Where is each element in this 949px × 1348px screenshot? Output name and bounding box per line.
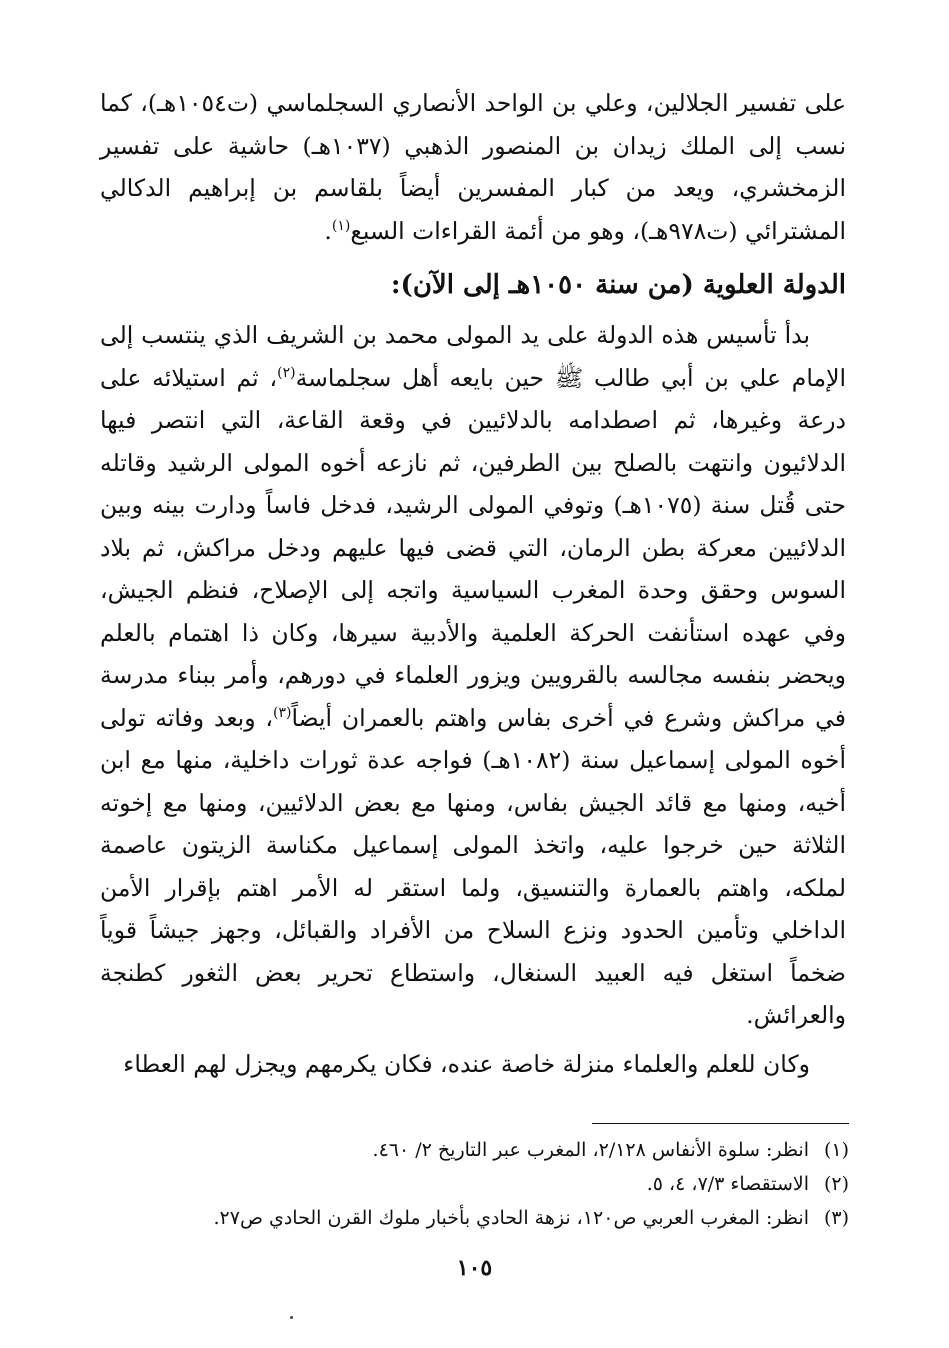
intro-tail: . <box>324 216 332 245</box>
footnote-text: الاستقصاء ٧/٣، ٤، ٥. <box>646 1173 809 1195</box>
paragraph1-part1: بدأ تأسيس هذه الدولة على يد المولى محمد بن الشريف الذي ينتسب إلى الإمام علي بن أبي طالب ﷺ حين بايعه أهل سجلماسة <box>100 321 846 392</box>
footnote-divider <box>592 1123 849 1124</box>
intro-text: على تفسير الجلالين، وعلي بن الواحد الأنصاري السجلماسي (ت١٠٥٤هـ)، كما نسب إلى الملك زيدان بن المنصور الذهبي (١٠٣٧هـ) حاشية على تفسير الزمخشري، ويعد من كبار المفسرين أيضاً بلقاسم بن إبراهيم الدكالي المشترائي (ت٩٧٨هـ)، وهو من أئمة القراءات السبع <box>100 89 847 245</box>
footnote-1 <box>103 1133 849 1167</box>
footnote-2 <box>103 1167 849 1201</box>
body-paragraph-2: وكان للعلم والعلماء منزلة خاصة عنده، فكان يكرمهم ويجزل لهم العطاء <box>123 1049 810 1078</box>
footnote-text: انظر: سلوة الأنفاس ٢/١٢٨، المغرب عبر التاريخ ٢/ ٤٦٠. <box>372 1139 809 1161</box>
footnote-ref-3[interactable]: (٣) <box>273 704 292 721</box>
footnote-number: (١) <box>823 1139 849 1161</box>
intro-paragraph <box>100 82 846 252</box>
footnote-number: (٣) <box>823 1207 849 1229</box>
page-number: ١٠٥ <box>456 1255 493 1281</box>
paragraph1-part3: ، وبعد وفاته تولى أخوه المولى إسماعيل سنة (١٠٨٢هـ) فواجه عدة ثورات داخلية، منها مع ابن أخيه، ومنها مع قائد الجيش بفاس، ومنها مع بعض الدلائيين، ومنها مع إخوته الثلاثة حين خرجوا عليه، واتخذ المولى إسماعيل مكناسة الزيتون عاصمة لملكه، واهتم بالعمارة والتنسيق، ولما استقر له الأمر اهتم بإقرار الأمن الداخلي وتأمين الحدود ونزع السلاح من الأفراد والقبائل، وجهز جيشاً قوياً ضخماً استغل فيه العبيد السنغال، واستطاع تحرير بعض الثغور كطنجة والعرائش. <box>100 703 846 1029</box>
footnote-3 <box>103 1201 849 1235</box>
paragraph1-part2: ، ثم استيلائه على درعة وغيرها، ثم اصطدامه بالدلائيين في وقعة القاعة، التي انتصر فيها الدلائيون وانتهت بالصلح بين الطرفين، ثم نازعه أخوه المولى الرشيد وقاتله حتى قُتل سنة (١٠٧٥هـ) وتوفي المولى الرشيد، فدخل فاساً ودارت بينه وبين الدلائيين معركة بطن الرمان، التي قضى فيها عليهم ودخل مراكش، ثم بلاد السوس وحقق وحدة المغرب السياسية واتجه إلى الإصلاح، فنظم الجيش، وفي عهده استأنفت الحركة العلمية والأدبية سيرها، وكان ذا اهتمام بالعلم ويحضر بنفسه مجالسه بالقرويين ويزور العلماء في دورهم، وأمر ببناء مدرسة في مراكش وشرع في أخرى بفاس واهتم بالعمران أيضاً <box>100 363 846 732</box>
body-paragraph-1 <box>100 314 846 1037</box>
footnote-ref-1[interactable]: (١) <box>331 217 351 234</box>
section-heading: الدولة العلوية (من سنة ١٠٥٠هـ إلى الآن): <box>390 270 846 300</box>
page-body <box>100 82 846 1085</box>
footnotes-section <box>103 1133 849 1235</box>
footnote-number: (٢) <box>823 1173 849 1195</box>
footnote-ref-2[interactable]: (٢) <box>277 364 296 381</box>
footnote-text: انظر: المغرب العربي ص١٢٠، نزهة الحادي بأخبار ملوك القرن الحادي ص٢٧. <box>213 1207 809 1229</box>
scan-speck <box>290 1316 293 1319</box>
